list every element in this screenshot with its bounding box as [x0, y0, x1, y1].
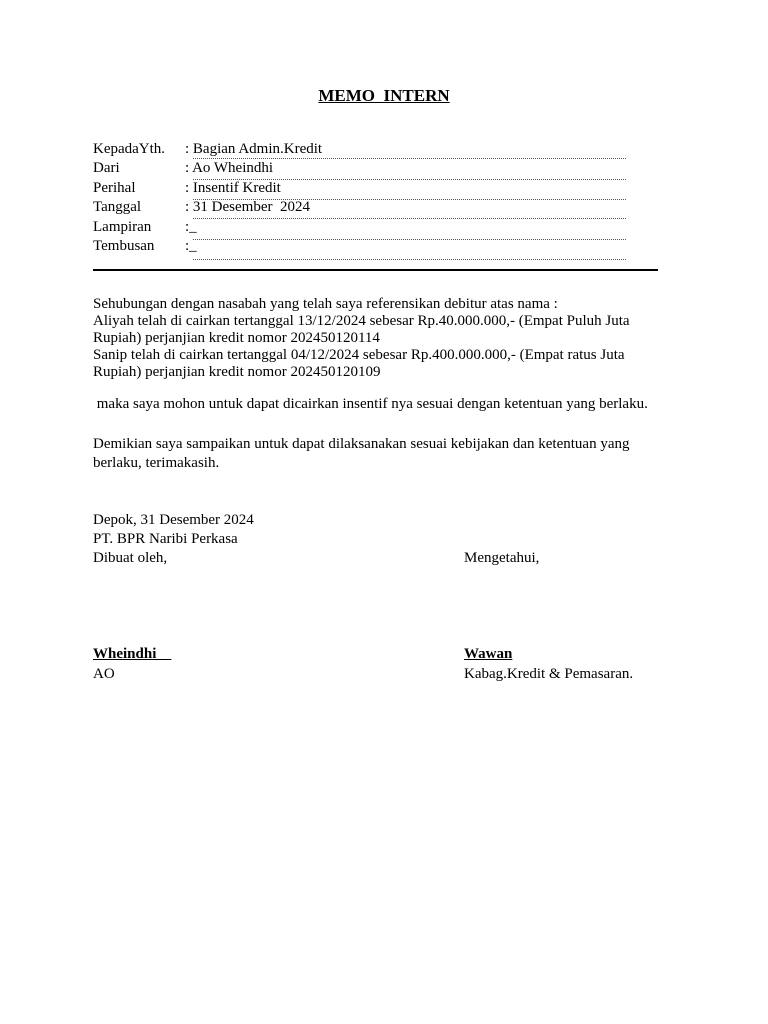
header-value: : 31 Desember 2024 — [185, 199, 310, 216]
header-row-tanggal — [93, 198, 626, 217]
memo-header-fields — [93, 140, 626, 256]
body-closing-line-2: berlaku, terimakasih. — [93, 455, 220, 471]
header-label: Tanggal — [93, 199, 142, 216]
acknowledged-label: Mengetahui, — [464, 550, 540, 566]
left-signatory-name: Wheindhi — [93, 646, 172, 662]
memo-body-references — [93, 296, 675, 381]
made-by-label: Dibuat oleh, — [93, 550, 168, 566]
body-item-1-line-1: Aliyah telah di cairkan tertanggal 13/12/2024 sebesar Rp.40.000.000,- (Empat Puluh Juta — [93, 313, 630, 329]
header-row-lampiran — [93, 218, 626, 237]
header-label: Lampiran — [93, 218, 152, 235]
right-signatory-name: Wawan — [464, 646, 513, 662]
header-label: Tembusan — [93, 237, 155, 254]
body-intro: Sehubungan dengan nasabah yang telah saya referensikan debitur atas nama : — [93, 296, 558, 312]
body-item-2-line-2: Rupiah) perjanjian kredit nomor 202450120109 — [93, 364, 381, 380]
dotted-fill-line — [193, 259, 626, 260]
header-row-dari — [93, 159, 626, 178]
header-value: :_ — [185, 218, 197, 235]
header-label: KepadaYth. — [93, 141, 166, 157]
memo-title: MEMO INTERN — [318, 86, 450, 105]
dotted-fill-line — [193, 199, 626, 200]
header-value: : Ao Wheindhi — [185, 160, 274, 177]
dotted-fill-line — [193, 218, 626, 219]
header-label: Perihal — [93, 179, 136, 196]
header-value: : Insentif Kredit — [185, 179, 281, 196]
memo-body-closing — [93, 435, 675, 473]
dotted-fill-line — [193, 158, 626, 159]
right-signatory-title: Kabag.Kredit & Pemasaran. — [464, 666, 634, 682]
dotted-fill-line — [193, 239, 626, 240]
header-value: : Bagian Admin.Kredit — [185, 141, 323, 157]
body-closing-line-1: Demikian saya sampaikan untuk dapat dilaksanakan sesuai kebijakan dan ketentuan yang — [93, 436, 630, 452]
body-request: maka saya mohon untuk dapat dicairkan insentif nya sesuai dengan ketentuan yang berlaku. — [93, 396, 648, 412]
header-value: :_ — [185, 237, 197, 254]
header-separator-line — [93, 269, 658, 271]
body-item-1-line-2: Rupiah) perjanjian kredit nomor 202450120114 — [93, 330, 380, 346]
body-item-2-line-1: Sanip telah di cairkan tertanggal 04/12/2024 sebesar Rp.400.000.000,- (Empat ratus Juta — [93, 347, 625, 363]
dotted-fill-line — [193, 179, 626, 180]
header-row-perihal — [93, 179, 626, 198]
left-signatory-title: AO — [93, 666, 115, 682]
header-row-kepada — [93, 140, 626, 159]
header-label: Dari — [93, 160, 120, 177]
company-name: PT. BPR Naribi Perkasa — [93, 531, 238, 547]
place-date: Depok, 31 Desember 2024 — [93, 512, 254, 528]
